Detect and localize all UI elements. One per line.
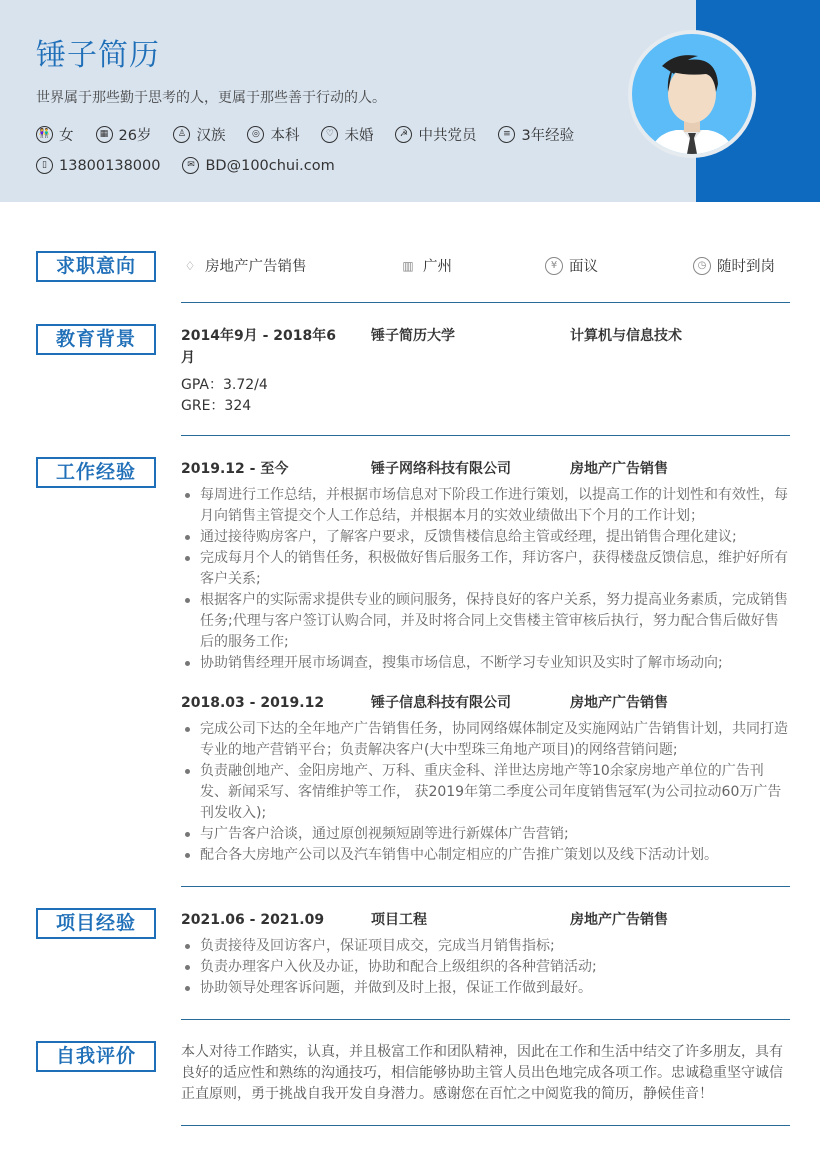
building-icon: ▥ (402, 258, 414, 273)
info-email[interactable]: ✉ BD@100chui.com (182, 157, 334, 174)
section-title-work: 工作经验 (36, 457, 156, 488)
work-role: 房地产广告销售 (570, 461, 668, 477)
list-item: 与广告客户洽谈，通过原创视频短剧等进行新媒体广告营销; (181, 824, 790, 845)
list-item: 完成每月个人的销售任务，积极做好售后服务工作，拜访客户，获得楼盘反馈信息，维护好所有客户关系; (181, 548, 790, 590)
divider (181, 435, 790, 436)
list-item: 协助领导处理客诉问题，并做到及时上报，保证工作做到最好。 (181, 978, 790, 999)
contact-info-row (36, 157, 357, 174)
info-age: ▦ 26岁 (96, 124, 152, 145)
project-role: 房地产广告销售 (570, 912, 668, 928)
project-duties-list (181, 936, 790, 999)
education-major: 计算机与信息技术 (570, 328, 682, 344)
education-gpa: GPA：3.72/4 (181, 377, 268, 393)
motto: 世界属于那些勤于思考的人，更属于那些善于行动的人。 (36, 90, 386, 106)
work-company: 锤子网络科技有限公司 (371, 461, 511, 477)
work-role: 房地产广告销售 (570, 695, 668, 711)
tie-icon: ♢ (184, 258, 196, 273)
work-duties-list (181, 485, 790, 674)
clock-icon: ◷ (693, 257, 711, 275)
document-icon: ≡ (498, 126, 515, 143)
info-political: ☭ 中共党员 (395, 124, 476, 145)
education-gre: GRE：324 (181, 398, 252, 414)
email-icon: ✉ (182, 157, 199, 174)
info-degree: ◎ 本科 (247, 124, 299, 145)
education-school: 锤子简历大学 (371, 328, 455, 344)
intent-position: ♢ 房地产广告销售 (181, 255, 307, 276)
info-experience: ≡ 3年经验 (498, 124, 574, 145)
divider (181, 1125, 790, 1126)
phone-icon: ▯ (36, 157, 53, 174)
section-title-project: 项目经验 (36, 908, 156, 939)
list-item: 协助销售经理开展市场调查，搜集市场信息，不断学习专业知识及实时了解市场动向; (181, 653, 790, 674)
list-item: 通过接待购房客户，了解客户要求，反馈售楼信息给主管或经理，提出销售合理化建议; (181, 527, 790, 548)
work-period: 2019.12 - 至今 (181, 461, 289, 477)
list-item: 配合各大房地产公司以及汽车销售中心制定相应的广告推广策划以及线下活动计划。 (181, 845, 790, 866)
info-phone[interactable]: ▯ 13800138000 (36, 157, 160, 174)
section-title-education: 教育背景 (36, 324, 156, 355)
list-item: 负责融创地产、金阳房地产、万科、重庆金科、洋世达房地产等10余家房地产单位的广告刊发、新闻采写、客情维护等工作， 获2019年第二季度公司年度销售冠军(为公司拉动60万广告刊发收入); (181, 761, 790, 824)
intent-availability: ◷ 随时到岗 (693, 255, 775, 276)
work-period: 2018.03 - 2019.12 (181, 695, 325, 711)
project-period: 2021.06 - 2021.09 (181, 912, 325, 928)
divider (181, 886, 790, 887)
list-item: 完成公司下达的全年地产广告销售任务，协同网络媒体制定及实施网站广告销售计划，共同打造专业的地产营销平台；负责解决客户(大中型珠三角地产项目)的网络营销问题; (181, 719, 790, 761)
intent-city: ▥ 广州 (399, 255, 452, 276)
info-marital: ♡ 未婚 (321, 124, 373, 145)
gender-icon: 👫 (36, 126, 53, 143)
personal-info-row (36, 124, 596, 145)
list-item: 负责接待及回访客户，保证项目成交，完成当月销售指标; (181, 936, 790, 957)
work-company: 锤子信息科技有限公司 (371, 695, 511, 711)
info-ethnicity: ♙ 汉族 (173, 124, 225, 145)
list-item: 负责办理客户入伙及办证，协助和配合上级组织的各种营销活动; (181, 957, 790, 978)
self-evaluation-text: 本人对待工作踏实，认真，并且极富工作和团队精神，因此在工作和生活中结交了许多朋友，具有良好的适应性和熟练的沟通技巧，相信能够协助主管人员出色地完成各项工作。忠诚稳重坚守诚信正直原则，勇于挑战自我开发自身潜力。感谢您在百忙之中阅览我的简历，静候佳音！ (181, 1044, 783, 1102)
divider (181, 302, 790, 303)
yen-icon: ¥ (545, 257, 563, 275)
birthday-icon: ▦ (96, 126, 113, 143)
intent-salary: ¥ 面议 (545, 255, 598, 276)
project-name: 项目工程 (371, 912, 427, 928)
list-item: 每周进行工作总结，并根据市场信息对下阶段工作进行策划，以提高工作的计划性和有效性，每月向销售主管提交个人工作总结，并根据本月的实效业绩做出下个月的工作计划； (181, 485, 790, 527)
heart-icon: ♡ (321, 126, 338, 143)
section-title-intent: 求职意向 (36, 251, 156, 282)
avatar-illustration-icon (632, 34, 752, 154)
resume-name: 锤子简历 (36, 38, 160, 73)
info-gender: 👫 女 (36, 124, 74, 145)
divider (181, 1019, 790, 1020)
section-title-self: 自我评价 (36, 1041, 156, 1072)
graduation-icon: ◎ (247, 126, 264, 143)
education-period: 2014年9月 - 2018年6月 (181, 328, 336, 366)
avatar (628, 30, 756, 158)
work-duties-list (181, 719, 790, 866)
party-icon: ☭ (395, 126, 412, 143)
person-icon: ♙ (173, 126, 190, 143)
list-item: 根据客户的实际需求提供专业的顾问服务，保持良好的客户关系，努力提高业务素质，完成销售任务;代理与客户签订认购合同，并及时将合同上交售楼主管审核后执行，努力配合售后做好售后的服务工作; (181, 590, 790, 653)
